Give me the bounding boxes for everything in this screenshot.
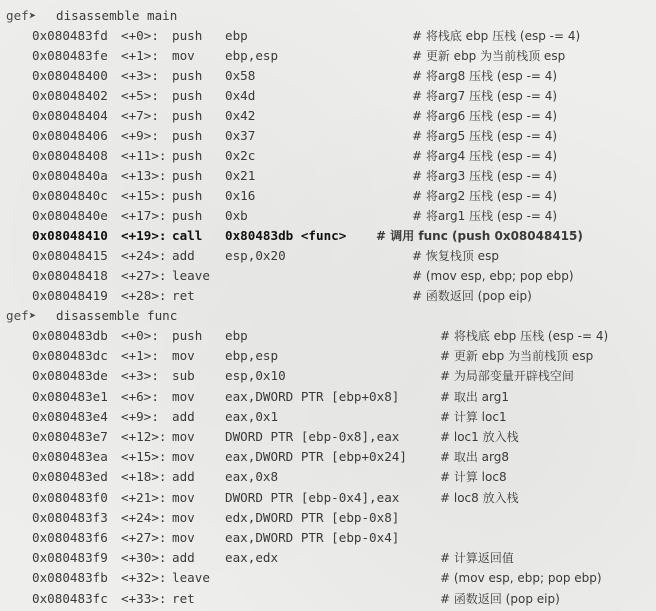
asm-operands: 0xb	[225, 208, 248, 223]
asm-address: 0x080483fd	[32, 28, 108, 43]
asm-row	[0, 548, 656, 568]
asm-operands: eax,DWORD PTR [ebp+0x24]	[225, 449, 407, 465]
asm-opcode: add	[172, 550, 195, 566]
asm-comment: # loc8 放入栈	[440, 490, 519, 505]
asm-row	[0, 146, 656, 166]
asm-address: 0x080483f6	[32, 530, 108, 545]
asm-offset: <+27>:	[121, 268, 167, 283]
asm-address: 0x0804840e	[32, 208, 108, 223]
asm-offset: <+12>:	[121, 429, 167, 444]
asm-offset: <+28>:	[121, 288, 167, 303]
asm-comment: # (mov esp, ebp; pop ebp)	[412, 269, 574, 283]
asm-operands: 0x58	[225, 68, 256, 83]
asm-opcode: push	[172, 128, 203, 143]
gef-prompt-line	[0, 6, 656, 26]
asm-opcode: sub	[172, 368, 195, 384]
asm-opcode: call	[172, 228, 203, 243]
asm-comment: # 计算返回值	[440, 551, 514, 566]
asm-operands: eax,0x1	[225, 408, 279, 424]
asm-row	[0, 226, 656, 246]
asm-address: 0x08048408	[32, 148, 108, 163]
asm-comment: # 恢复栈顶 esp	[412, 249, 499, 263]
asm-opcode: push	[172, 28, 203, 43]
asm-operands: ebp,esp	[225, 48, 279, 63]
asm-opcode: push	[172, 208, 203, 223]
command-text: disassemble func	[56, 308, 178, 323]
asm-comment: # 将arg1 压栈 (esp -= 4)	[412, 209, 558, 223]
asm-row	[0, 568, 656, 588]
asm-comment: # 计算 loc8	[440, 470, 507, 485]
asm-row	[0, 106, 656, 126]
asm-operands: DWORD PTR [ebp-0x8],eax	[225, 429, 400, 444]
asm-address: 0x08048419	[32, 288, 108, 303]
asm-address: 0x080483f3	[32, 509, 108, 525]
asm-offset: <+9>:	[121, 408, 159, 424]
asm-address: 0x080483f0	[32, 489, 108, 505]
asm-offset: <+1>:	[121, 348, 159, 364]
asm-operands: 0x21	[225, 168, 256, 183]
asm-operands: DWORD PTR [ebp-0x4],eax	[225, 489, 400, 505]
asm-offset: <+3>:	[121, 68, 159, 83]
asm-row	[0, 488, 656, 508]
asm-offset: <+3>:	[121, 368, 159, 384]
asm-opcode: mov	[172, 509, 195, 525]
asm-row	[0, 447, 656, 467]
asm-offset: <+5>:	[121, 88, 159, 103]
asm-operands: 0x37	[225, 128, 256, 143]
asm-address: 0x080483f9	[32, 550, 108, 566]
asm-opcode: push	[172, 108, 203, 123]
asm-address: 0x08048410	[32, 228, 108, 243]
asm-comment: # 将栈底 ebp 压栈 (esp -= 4)	[440, 329, 609, 343]
asm-row	[0, 366, 656, 386]
asm-row	[0, 86, 656, 106]
asm-address: 0x08048404	[32, 108, 108, 123]
asm-operands: 0x2c	[225, 148, 256, 163]
asm-offset: <+17>:	[121, 208, 167, 223]
asm-address: 0x080483ea	[32, 449, 108, 465]
asm-comment: # 将arg5 压栈 (esp -= 4)	[412, 129, 558, 143]
asm-comment: # 更新 ebp 为当前栈顶 esp	[412, 49, 566, 63]
command-text: disassemble main	[56, 8, 178, 23]
asm-comment: # 将arg4 压栈 (esp -= 4)	[412, 149, 558, 163]
asm-opcode: push	[172, 148, 203, 163]
asm-opcode: mov	[172, 489, 195, 505]
asm-address: 0x080483ed	[32, 469, 108, 485]
asm-address: 0x0804840a	[32, 168, 108, 183]
asm-row	[0, 66, 656, 86]
asm-operands: edx,DWORD PTR [ebp-0x8]	[225, 509, 400, 525]
asm-opcode: ret	[172, 590, 195, 606]
asm-offset: <+21>:	[121, 489, 167, 505]
asm-opcode: mov	[172, 48, 195, 63]
gef-prompt: gef➤	[6, 8, 37, 23]
asm-offset: <+32>:	[121, 570, 167, 586]
gef-prompt: gef➤	[6, 308, 37, 323]
asm-offset: <+24>:	[121, 248, 167, 263]
asm-comment: # 计算 loc1	[440, 409, 507, 424]
asm-address: 0x080483de	[32, 368, 108, 384]
asm-offset: <+6>:	[121, 388, 159, 404]
asm-comment: # 调用 func (push 0x08048415)	[376, 229, 583, 243]
asm-comment: # 函数返回 (pop eip)	[412, 289, 532, 303]
asm-offset: <+15>:	[121, 449, 167, 465]
gef-prompt-line	[0, 306, 656, 326]
asm-operands: eax,edx	[225, 550, 279, 566]
asm-opcode: ret	[172, 288, 195, 303]
asm-comment: # loc1 放入栈	[440, 430, 519, 444]
asm-opcode: mov	[172, 348, 195, 364]
asm-row	[0, 206, 656, 226]
asm-opcode: add	[172, 469, 195, 485]
asm-comment: # 将arg2 压栈 (esp -= 4)	[412, 189, 558, 203]
asm-row	[0, 326, 656, 346]
asm-operands: eax,DWORD PTR [ebp-0x4]	[225, 530, 400, 545]
asm-offset: <+30>:	[121, 550, 167, 566]
asm-operands: ebp	[225, 328, 248, 343]
asm-comment: # 更新 ebp 为当前栈顶 esp	[440, 349, 594, 364]
asm-offset: <+33>:	[121, 590, 167, 606]
asm-comment: # 将栈底 ebp 压栈 (esp -= 4)	[412, 29, 581, 43]
asm-opcode: mov	[172, 530, 195, 545]
asm-row	[0, 266, 656, 286]
asm-opcode: mov	[172, 429, 195, 444]
asm-address: 0x08048418	[32, 268, 108, 283]
asm-opcode: push	[172, 168, 203, 183]
asm-row	[0, 589, 656, 609]
asm-operands: 0x80483db <func>	[225, 228, 347, 243]
asm-row	[0, 427, 656, 447]
asm-comment: # 取出 arg1	[440, 389, 510, 404]
asm-opcode: leave	[172, 268, 210, 283]
asm-operands: 0x16	[225, 188, 256, 203]
asm-opcode: add	[172, 248, 195, 263]
asm-address: 0x08048402	[32, 88, 108, 103]
asm-row	[0, 46, 656, 66]
asm-address: 0x080483e7	[32, 429, 108, 444]
asm-address: 0x080483fe	[32, 48, 108, 63]
asm-address: 0x080483fb	[32, 570, 108, 586]
asm-operands: ebp,esp	[225, 348, 279, 364]
asm-row	[0, 407, 656, 427]
asm-address: 0x08048400	[32, 68, 108, 83]
asm-comment: # 将arg7 压栈 (esp -= 4)	[412, 89, 558, 103]
asm-operands: eax,0x8	[225, 469, 279, 485]
asm-comment: # (mov esp, ebp; pop ebp)	[440, 571, 602, 586]
asm-operands: esp,0x20	[225, 248, 286, 263]
asm-opcode: push	[172, 68, 203, 83]
asm-comment: # 函数返回 (pop eip)	[440, 591, 560, 606]
asm-opcode: push	[172, 88, 203, 103]
asm-address: 0x080483db	[32, 328, 108, 343]
asm-row	[0, 246, 656, 266]
asm-row	[0, 387, 656, 407]
asm-address: 0x08048406	[32, 128, 108, 143]
asm-offset: <+13>:	[121, 168, 167, 183]
asm-offset: <+11>:	[121, 148, 167, 163]
asm-address: 0x080483dc	[32, 348, 108, 364]
asm-operands: ebp	[225, 28, 248, 43]
asm-operands: 0x4d	[225, 88, 256, 103]
asm-offset: <+0>:	[121, 328, 159, 343]
asm-operands: esp,0x10	[225, 368, 286, 384]
asm-row	[0, 528, 656, 548]
asm-row	[0, 286, 656, 306]
asm-opcode: mov	[172, 449, 195, 465]
asm-row	[0, 508, 656, 528]
asm-row	[0, 467, 656, 487]
asm-row	[0, 186, 656, 206]
asm-address: 0x08048415	[32, 248, 108, 263]
asm-row	[0, 126, 656, 146]
asm-opcode: leave	[172, 570, 210, 586]
asm-offset: <+7>:	[121, 108, 159, 123]
asm-operands: eax,DWORD PTR [ebp+0x8]	[225, 388, 400, 404]
asm-offset: <+0>:	[121, 28, 159, 43]
asm-offset: <+15>:	[121, 188, 167, 203]
asm-offset: <+19>:	[121, 228, 167, 243]
asm-comment: # 将arg3 压栈 (esp -= 4)	[412, 169, 558, 183]
asm-offset: <+18>:	[121, 469, 167, 485]
asm-opcode: push	[172, 188, 203, 203]
asm-address: 0x0804840c	[32, 188, 108, 203]
asm-row	[0, 346, 656, 366]
asm-address: 0x080483e4	[32, 408, 108, 424]
asm-row	[0, 166, 656, 186]
asm-comment: # 为局部变量开辟栈空间	[440, 369, 574, 384]
asm-opcode: add	[172, 408, 195, 424]
asm-offset: <+24>:	[121, 509, 167, 525]
asm-offset: <+9>:	[121, 128, 159, 143]
asm-row	[0, 26, 656, 46]
asm-offset: <+1>:	[121, 48, 159, 63]
asm-opcode: push	[172, 328, 203, 343]
asm-address: 0x080483e1	[32, 388, 108, 404]
asm-comment: # 取出 arg8	[440, 450, 510, 465]
asm-operands: 0x42	[225, 108, 256, 123]
asm-offset: <+27>:	[121, 530, 167, 545]
asm-opcode: mov	[172, 388, 195, 404]
asm-comment: # 将arg6 压栈 (esp -= 4)	[412, 109, 558, 123]
asm-address: 0x080483fc	[32, 590, 108, 606]
asm-comment: # 将arg8 压栈 (esp -= 4)	[412, 69, 558, 83]
